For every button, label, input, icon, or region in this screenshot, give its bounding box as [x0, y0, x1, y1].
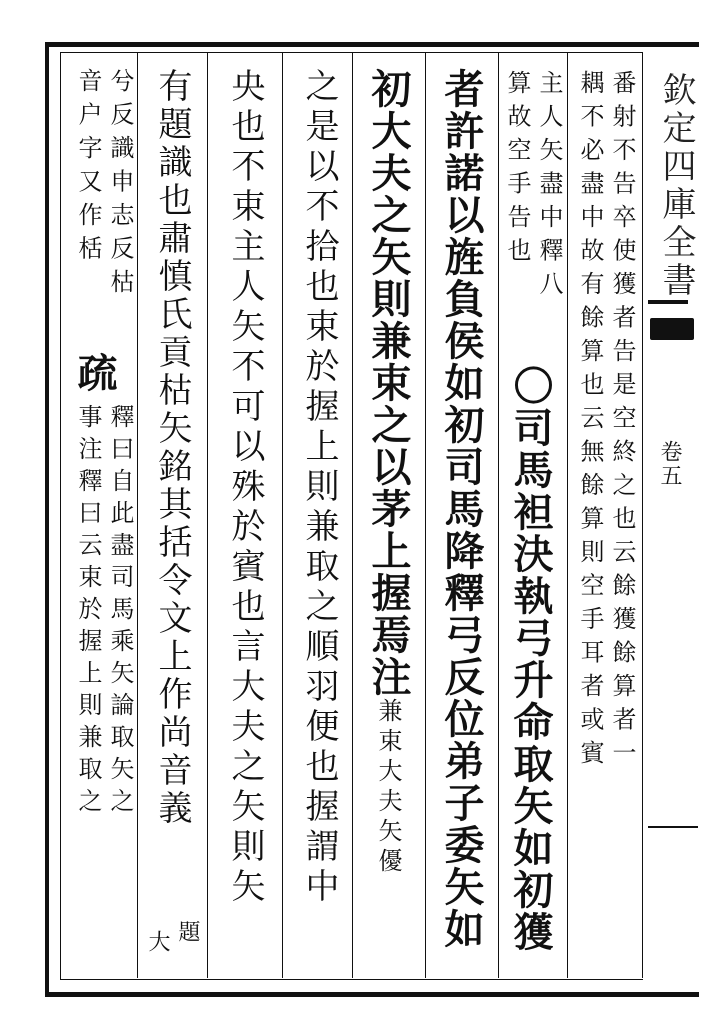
commentary-line: 算故空手告也: [503, 70, 531, 271]
volume-label: 卷五: [657, 440, 682, 488]
commentary-line: 題: [175, 920, 200, 952]
column-divider: [137, 52, 138, 978]
main-text: 初大夫之矢則兼束之以茅上握焉: [365, 68, 412, 656]
column-divider: [498, 52, 499, 978]
commentary-line: 主人矢盡中釋八: [535, 70, 563, 305]
main-text-group: [365, 68, 412, 878]
column-divider: [282, 52, 283, 978]
commentary-line: 番射不告卒使獲者告是空終之也云餘獲餘算者一: [608, 70, 636, 774]
commentary-line: 有題識也肅慎氏貢枯矢銘其括令文上作尚音義: [152, 68, 192, 828]
commentary-line: 央也不束主人矢不可以殊於賓也言大夫之矢則矢: [225, 68, 265, 908]
commentary-line: 音户字又作栝: [74, 68, 102, 269]
main-text-group: [507, 365, 554, 953]
main-text: 者許諾以旌負侯如初司馬降釋弓反位弟子委矢如: [438, 68, 485, 950]
fishtail-ornament: [650, 318, 694, 340]
main-text: 司馬袒決執弓升命取矢如初獲: [507, 407, 554, 953]
commentary-line: 釋曰自此盡司馬乘矢論取矢之: [106, 404, 134, 820]
column-divider: [207, 52, 208, 978]
edge-divider: [642, 52, 643, 978]
commentary-line: 之是以不拾也束於握上則兼取之順羽便也握謂中: [299, 68, 339, 908]
column-divider: [567, 52, 568, 978]
commentary-line: 大: [145, 930, 170, 962]
note-head: 注: [365, 656, 412, 698]
edge-rule: [648, 826, 698, 828]
commentary-inline: 兼束大夫矢優: [374, 698, 402, 878]
column-divider: [425, 52, 426, 978]
commentary-line: 事注釋曰云束於握上則兼取之: [74, 404, 102, 820]
commentary-line: 兮反識申志反枯: [106, 68, 134, 303]
column-divider: [352, 52, 353, 978]
book-title-fragment: 欽定四庫全書: [656, 72, 696, 300]
section-mark: 〇: [507, 365, 554, 407]
fishtail-mark: [648, 300, 688, 304]
commentary-line: 耦不必盡中故有餘算也云無餘算則空手耳者或賓: [576, 70, 604, 774]
commentary-head: 疏: [71, 352, 118, 392]
